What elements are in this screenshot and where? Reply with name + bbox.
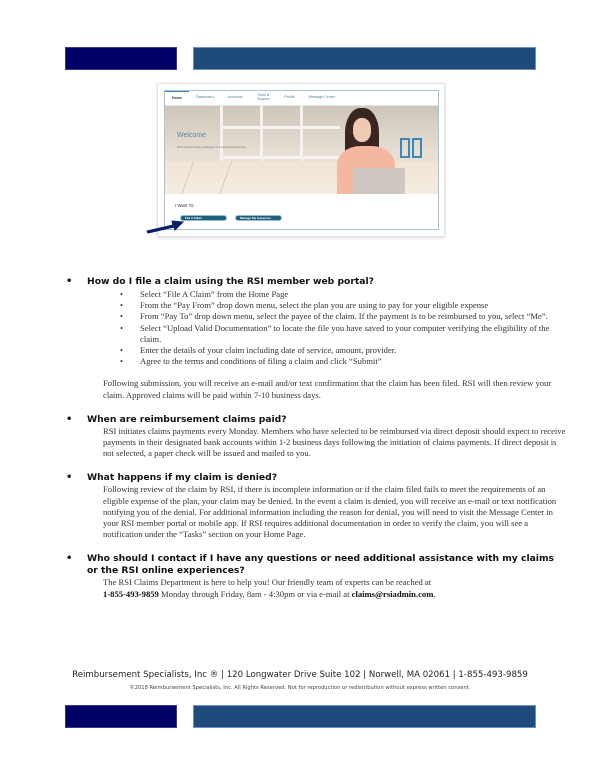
faq-question: • How do I file a claim using the RSI member web portal? [66,276,566,288]
nav-accounts[interactable]: Accounts [227,95,243,100]
hero-banner [165,106,439,194]
header-bar-blue [193,47,536,70]
list-item: • From “Pay To” drop down menu, select the payee of the claim. If the payment is to be reimbursed to you, select “Me”. [120,311,566,322]
nav-profile[interactable]: Profile [284,95,295,100]
hero-subtitle: We're Making It Easy to Manage Your Healthcare Expenses [177,146,246,149]
i-want-to-label: I Want To: [175,203,195,208]
list-item: • Enter the details of your claim including date of service, amount, provider. [120,345,566,356]
footer-address: Reimbursement Specialists, Inc ® | 120 Longwater Drive Suite 102 | Norwell, MA 02061 | 1-855-493-9859 [72,670,528,680]
shelf-post [220,106,223,161]
list-item: • Agree to the terms and conditions of filing a claim and click “Submit” [120,356,566,367]
faq-question: • Who should I contact if I have any questions or need additional assistance with my claims or the RSI online experiences? [66,553,566,577]
footer-copyright: ©2018 Reimbursement Specialists, Inc. All Rights Reserved. Not for reproduction or redistribution without express written consent. [129,685,471,691]
hero-title: Welcome [177,132,207,139]
faq-item [66,414,566,460]
portal-screenshot [157,83,445,237]
pointer-arrow-icon [145,218,185,234]
faq-answer: Following review of the claim by RSI, if there is incomplete information or if the claim filed fails to meet the requirements of an eligible expense of the plan, your claim may be denied. In the event a claim is denied, you will receive an e-mail or text notification notifying you of the denial. For additional information including the reason for denial, you will need to visit the Message Center in your RSI member portal or mobile app. If RSI requires additional documentation in order to verify the claim, you will see a notification under the “Tasks” section on your Home Page. [103,484,557,540]
nav-message-center[interactable]: Message Center [308,95,335,100]
shelf-board [220,126,340,129]
portal-frame [164,90,439,230]
header-bar-navy [65,47,177,70]
file-a-claim-button[interactable]: File A Claim [180,215,227,221]
shelf-board [220,156,340,159]
nav-dashboard[interactable]: Dashboard [196,95,214,100]
faq-item [66,472,566,540]
footer-bar-blue [193,705,536,728]
shelf-post [260,106,263,161]
claim-steps-list [120,289,566,367]
shelf-post [300,106,303,161]
list-item: • Select “File A Claim” from the Home Page [120,289,566,300]
faq-item [66,553,566,599]
faq-answer: The RSI Claims Department is here to help you! Our friendly team of experts can be reached at 1-855-493-9859 Monday through Friday, 8am - 4:30pm or via e-mail at claims@rsiadmin.com. [103,577,436,599]
portal-nav [165,91,438,106]
list-item: • From the “Pay From” drop down menu, select the plan you are using to pay for your eligible expense [120,300,566,311]
faq-answer: RSI initiates claims payments every Monday. Members who have selected to be reimbursed via direct deposit should expect to receive payments in their designated bank accounts within 1-2 business days following the initiation of claims payments. If direct deposit is not selected, a paper check will be issued and mailed to you. [103,425,566,459]
footer-bar-navy [65,705,177,728]
book-logo-icon [400,138,422,158]
nav-home[interactable]: Home [165,91,189,105]
faq-question: • When are reimbursement claims paid? [66,414,566,426]
contact-email-link[interactable]: claims@rsiadmin.com [351,588,434,599]
nav-tools-support[interactable]: Tools & Support [257,93,270,101]
faq-item [66,276,566,401]
contact-phone[interactable]: 1-855-493-9859 [103,588,159,599]
list-item: • Select “Upload Valid Documentation” to locate the file you have saved to your computer verifying the eligibility of the claim. [120,323,566,345]
manage-my-expenses-button[interactable]: Manage My Expenses [235,215,282,221]
faq-question: • What happens if my claim is denied? [66,472,566,484]
faq-section [66,276,566,600]
laptop [353,168,405,194]
faq-answer: Following submission, you will receive an e-mail and/or text confirmation that the claim has been filed. RSI will then review your claim. Approved claims will be paid within 7-10 business days. [103,378,552,400]
